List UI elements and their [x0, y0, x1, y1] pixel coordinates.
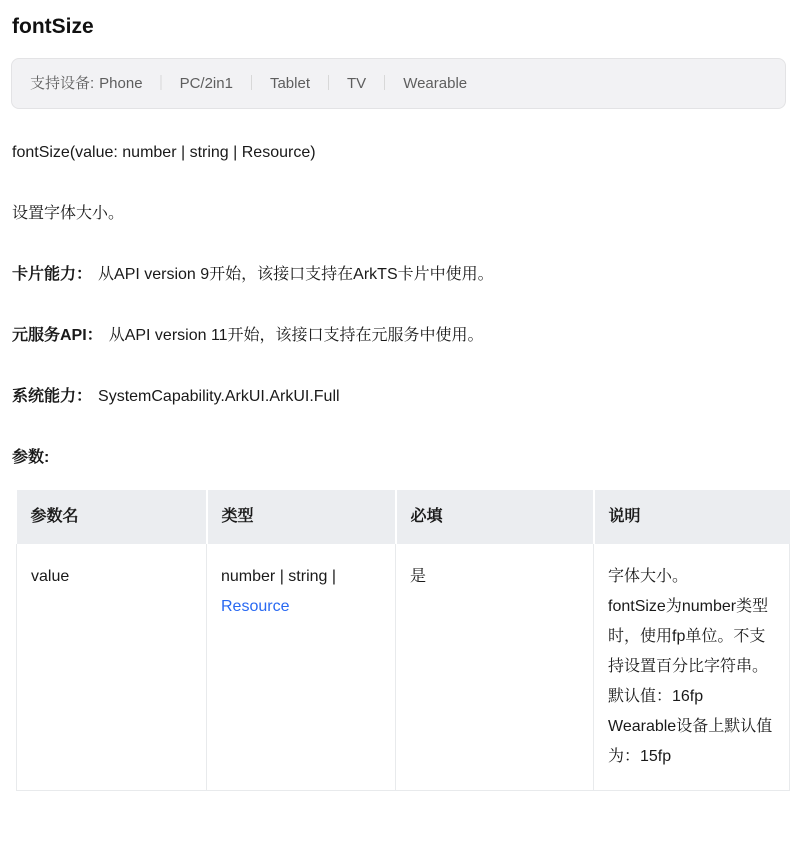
note-text: 从API version 11开始，该接口支持在元服务中使用。: [108, 327, 484, 344]
separator: ｜: [243, 75, 259, 92]
param-type-cell: [207, 544, 396, 791]
device-item-tv: TV: [347, 75, 367, 92]
supported-devices-bar: [11, 58, 786, 109]
note-label: 元服务API：: [12, 327, 103, 344]
note-text: 从API version 9开始，该接口支持在ArkTS卡片中使用。: [98, 266, 494, 283]
device-item-pc: PC/2in1: [179, 75, 233, 92]
param-name-cell: value: [17, 544, 207, 791]
note-label: 系统能力：: [12, 388, 93, 405]
separator: ｜: [377, 75, 393, 92]
note-text: SystemCapability.ArkUI.ArkUI.Full: [98, 388, 340, 405]
param-type-text: number | string |: [221, 568, 337, 585]
api-signature: fontSize(value: number | string | Resource): [12, 144, 316, 161]
param-required-cell: 是: [396, 544, 594, 791]
params-table-head: [17, 490, 790, 544]
params-heading: 参数:: [12, 449, 50, 466]
separator: ｜: [153, 75, 169, 92]
doc-page: [0, 14, 805, 801]
column-header-type: 类型: [207, 490, 396, 544]
header-row: [17, 490, 790, 544]
note-card-capability: [12, 264, 789, 285]
note-system-capability: [12, 386, 789, 407]
param-description-cell: 字体大小。 fontSize为number类型时，使用fp单位。不支持设置百分比字符串。 默认值：16fp Wearable设备上默认值为：15fp: [594, 544, 790, 791]
supported-devices-label: 支持设备:: [30, 75, 95, 92]
table-row: [17, 544, 790, 791]
column-header-name: 参数名: [17, 490, 207, 544]
column-header-description: 说明: [594, 490, 790, 544]
device-item-phone: Phone: [99, 75, 143, 92]
device-item-tablet: Tablet: [269, 75, 310, 92]
column-header-required: 必填: [396, 490, 594, 544]
params-table: [16, 490, 790, 791]
resource-link[interactable]: Resource: [221, 598, 290, 615]
separator: ｜: [320, 75, 336, 92]
page-title: fontSize: [12, 15, 94, 38]
params-table-body: [17, 544, 790, 791]
api-summary: 设置字体大小。: [12, 205, 125, 222]
note-atomic-service-api: [12, 325, 789, 346]
device-item-wearable: Wearable: [403, 75, 468, 92]
note-label: 卡片能力：: [12, 266, 93, 283]
